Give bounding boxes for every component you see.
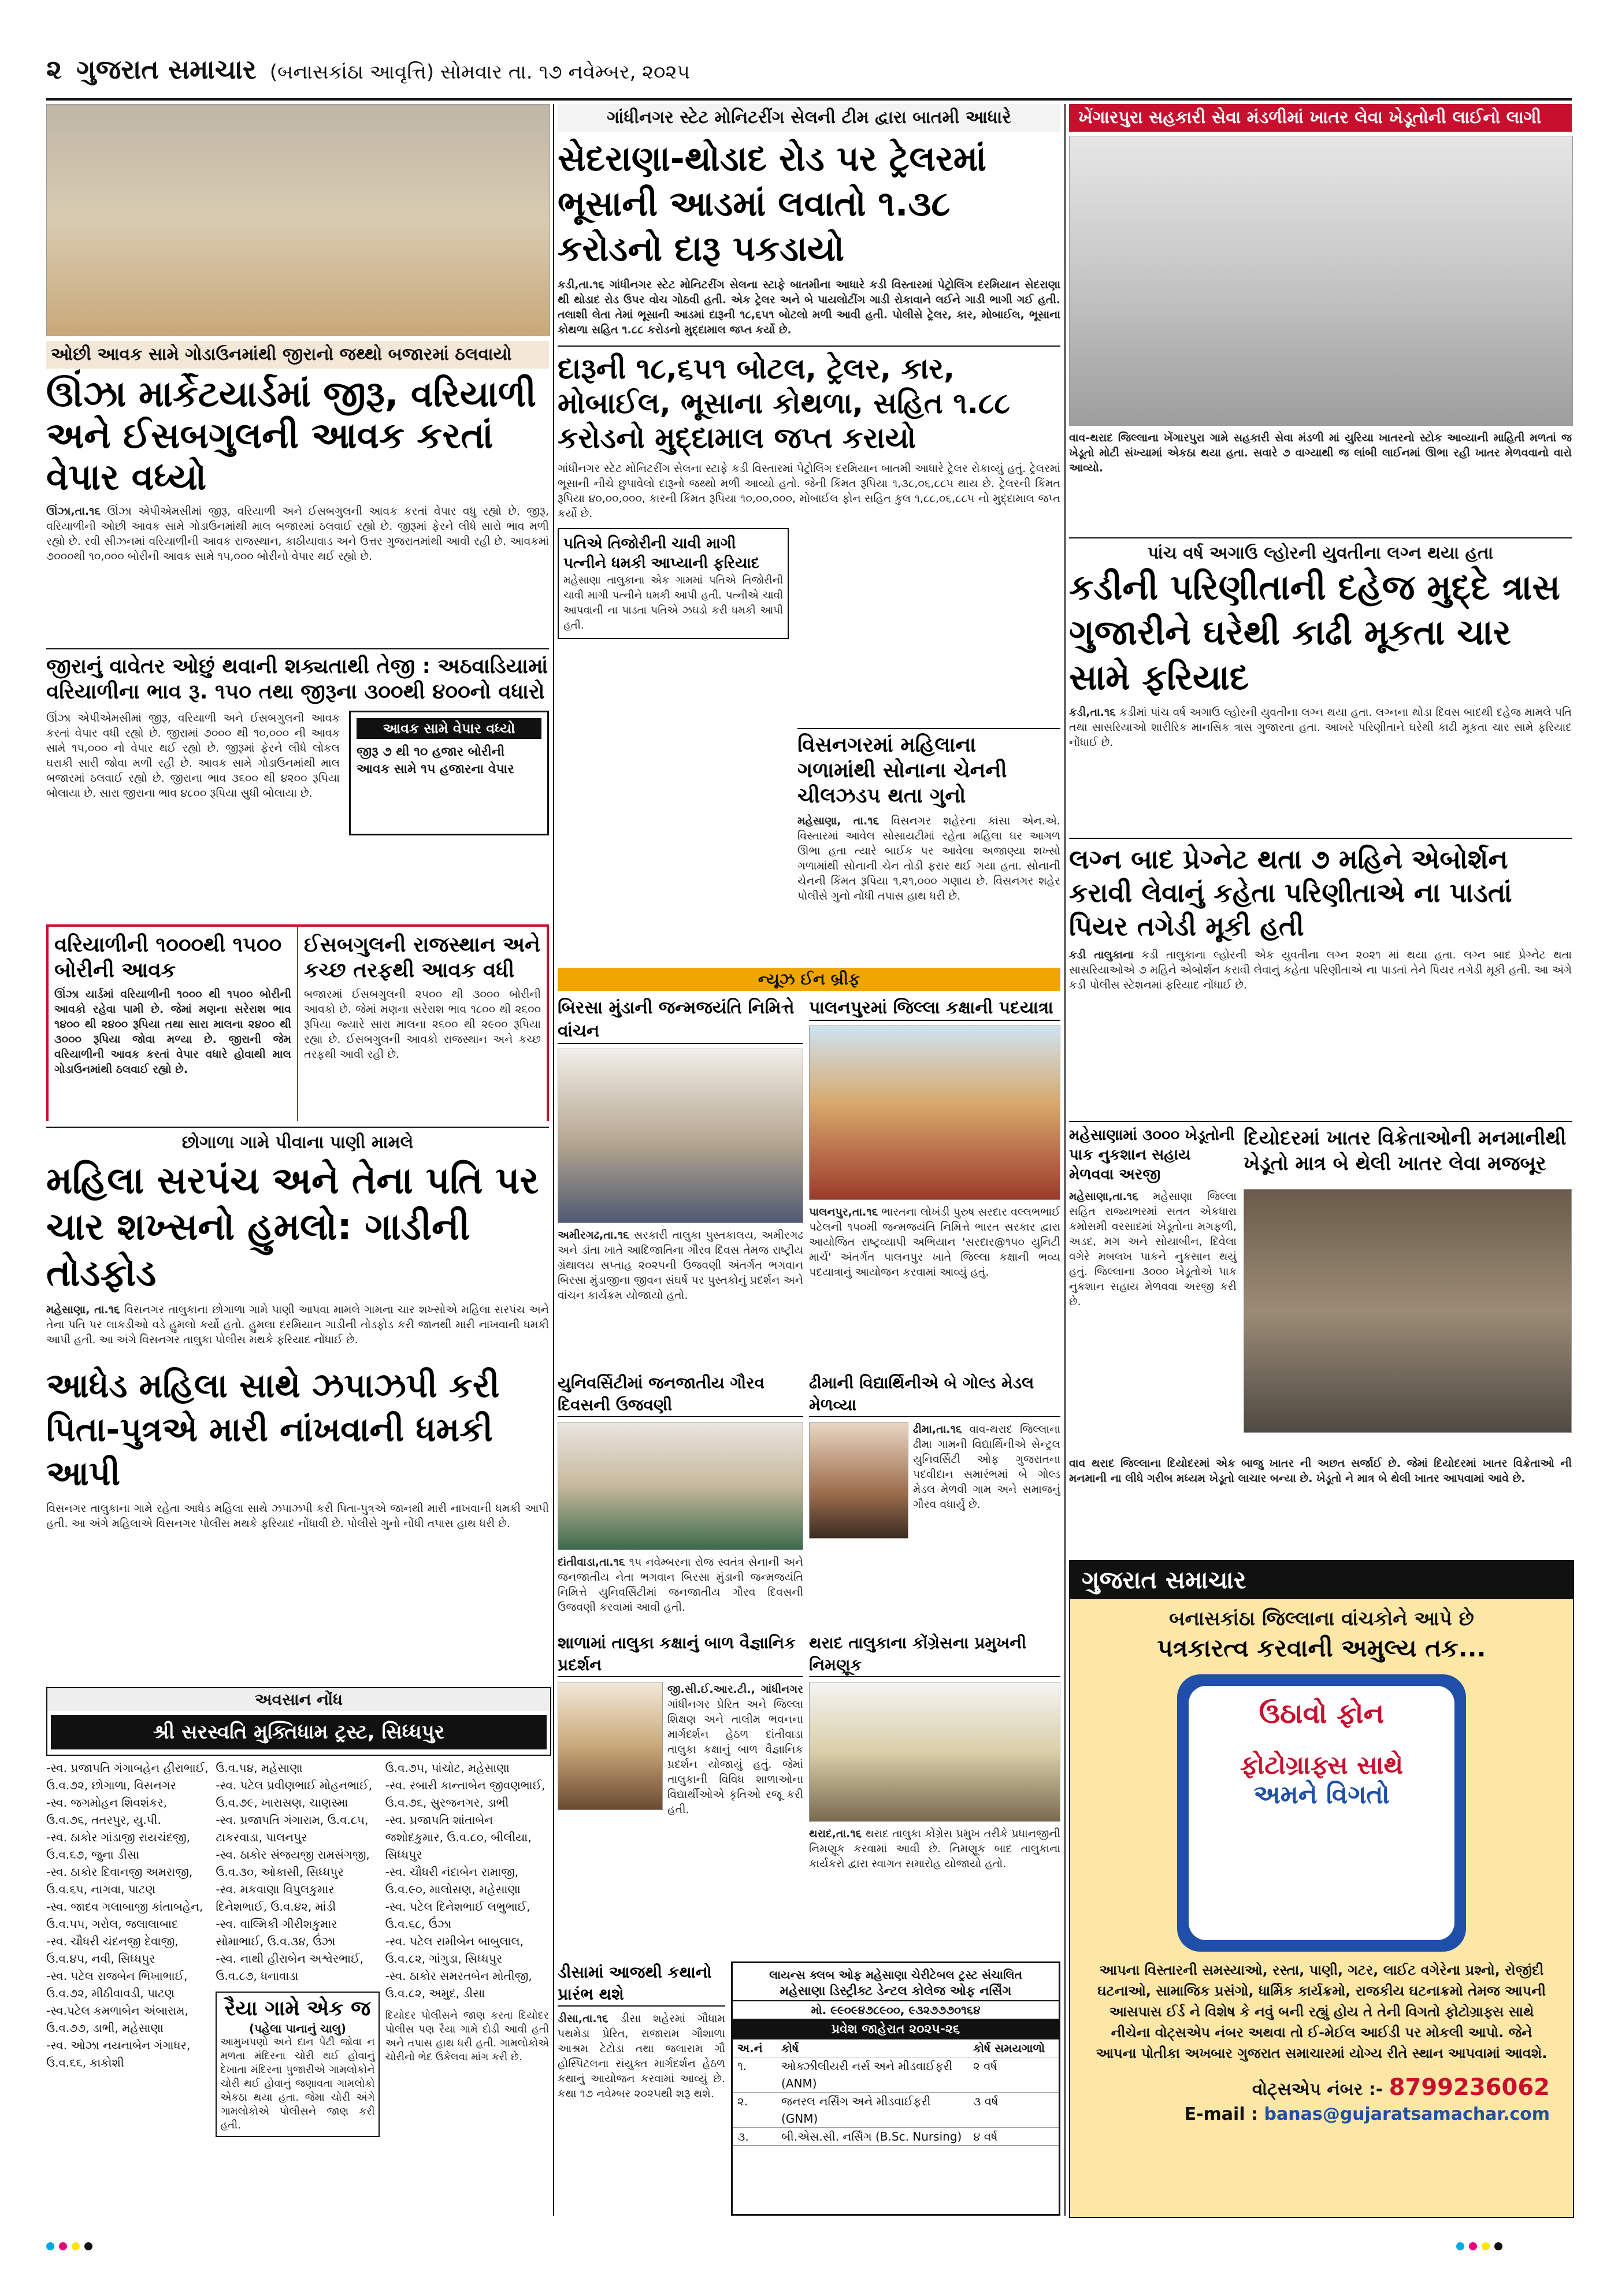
brief-birsa	[558, 997, 803, 1366]
ad-phone: મો. ૯૯૦૯૪૭૮૯૦૦, ૯૩૨૭૭૭૦૧૬૪	[733, 2000, 1059, 2020]
obit-entry: -સ્વ. ચૌધરી ચંદનજી દેવાજી, ઉ.વ.૪૫, નવી, સિધ્ધપુર	[46, 1934, 179, 1966]
title: બિરસા મુંડાની જન્મજયંતિ નિમિત્તે વાંચન	[558, 997, 803, 1044]
obit-col-3	[385, 1759, 549, 2137]
article-body	[558, 1555, 803, 1615]
photo-science-fair	[558, 1682, 663, 1810]
article-body	[913, 1422, 1060, 1539]
news-in-brief-bar: ન્યૂઝ ઈન બ્રીફ	[558, 968, 1060, 991]
photo-depot	[1069, 136, 1573, 426]
headline: દિયોદરમાં ખાતર વિક્રેતાઓની મનમાનીથી ખેડૂતો માત્ર બે થેલી ખાતર લેવા મજબૂર	[1244, 1127, 1567, 1175]
dateline: અમીરગઢ,તા.૧૬	[558, 1229, 629, 1242]
body-text: કડીમાં પાંચ વર્ષ અગાઉ લ્હોરની યુવતીના લગ્ન થયા હતા. લગ્નના થોડા દિવસ બાદથી દહેજ મામલે પતિ તથા સાસરિયાઓ શારીરિક માનસિક ત્રાસ ગુજારતા હતા. આખરે પરિણીતાને ઘરેથી કાઢી મૂકતા ચાર સામે ફરિયાદ નોંધાઈ છે.	[1069, 706, 1572, 749]
obit-entry: ઉ.વ.૭૫, પાંચોટ, મહેસાણા	[385, 1761, 510, 1775]
ad-nursing-college	[731, 1961, 1060, 2216]
ad-header2: મહેસાણા ડિસ્ટ્રીક્ટ ડેન્ટલ કોલેજ ઓફ નર્સિંગ	[780, 1984, 1012, 1998]
article-body	[46, 504, 549, 642]
title: યુનિવર્સિટીમાં જનજાતીય ગૌરવ દિવસની ઉજવણી	[558, 1372, 803, 1417]
brief-congress	[809, 1632, 1060, 1956]
box1-title: વરિયાળીની ૧૦૦૦થી ૧૫૦૦ બોરીની આવક	[54, 933, 282, 982]
headline: વિસનગરમાં મહિલાના ગળામાંથી સોનાના ચેનની ચીલઝડપ થતા ગુનો	[797, 728, 1060, 809]
table-row	[733, 2093, 1059, 2128]
sidebar	[558, 528, 789, 639]
article-body	[558, 2011, 725, 2101]
cell: ૨ વર્ષ	[968, 2057, 1059, 2093]
column-rule	[1064, 104, 1066, 2216]
yellow-dot	[72, 2242, 80, 2250]
article-body	[558, 1228, 803, 1303]
khangarpura-bar: ખેંગારપુરા સહકારી સેવા મંડળીમાં ખાતર લેવા ખેડૂતોની લાઈનો લાગી	[1069, 104, 1572, 132]
obit-entry: -સ્વ. પ્રજાપતિ ગંગાબહેન હીરાભાઈ, ઉ.વ.૭૨, છોગાળા, વિસનગર	[46, 1761, 209, 1792]
photo-library	[558, 1049, 803, 1223]
dateline: કડી,તા.૧૬	[1069, 706, 1116, 719]
kicker: ઓછી આવક સામે ગોડાઉનમાંથી જીરાનો જથ્થો બજારમાં ઠલવાયો	[46, 341, 549, 369]
magenta-dot	[59, 2242, 67, 2250]
box1-body: ઊંઝા યાર્ડમાં વરિયાળીની ૧૦૦૦ થી ૧૫૦૦ બોરીની આવકો રહેવા પામી છે. જેમાં મણના સરેરાશ ભાવ ૧૪૦૦ થી ૨૪૦૦ રૂપિયા તથા સારા માલના ૨૪૦૦ થી ૩૦૦૦ રૂપિયા જોવા મળ્યા છે. જીરાની જેમ વરિયાળીની આવક કરતાં વેપાર વધારે હોવાથી માલ ગોડાઉનમાંથી ઠલવાઈ રહ્યો છે.	[54, 988, 291, 1076]
email-row	[1093, 2104, 1550, 2124]
highlight-body: જીરૂ ૭ થી ૧૦ હજાર બોરીની આવક સામે ૧૫ હજારના વેપાર	[357, 745, 514, 777]
cell: ૧.	[733, 2057, 777, 2093]
article-body	[1069, 1189, 1237, 1433]
headline: સેદરાણા-થોડાદ રોડ પર ટ્રેલરમાં ભૂસાની આડમાં લવાતો ૧.૩૮ કરોડનો દારૂ પકડાયો	[558, 139, 986, 269]
title: થરાદ તાલુકાના કોંગ્રેસના પ્રમુખની નિમણૂક	[809, 1632, 1060, 1677]
obit-entry: -સ્વ. પ્રજાપતિ શાંતાબેન જશોદકુમાર, ઉ.વ.૮૦, બીલીયા, સિધ્ધપુર	[385, 1813, 532, 1862]
obit-entry: -સ્વ. પટેલ પ્રવીણભાઈ મોહનભાઈ, ઉ.વ.૭૯, ખારાસણ, ચાણસ્મા	[216, 1778, 372, 1810]
body-text: મહેસાણા જિલ્લા સહિત રાજ્યભરમાં સતત એકધારા કમોસમી વરસાદમાં ખેડૂતોના મગફળી, અડદ, મગ અને સોયાબીન, દિવેલા વગેરે મબલખ પાકને નુકસાન થયું હતું. જિલ્લાના ૩૦૦૦ ખેડૂતોએ પાક નુકશાન સહાય મેળવવા અરજી કરી છે.	[1069, 1190, 1237, 1308]
dateline: મહેસાણા, તા.૧૬	[797, 815, 879, 827]
whatsapp-label: વોટ્સએપ નંબર :-	[1252, 2079, 1383, 2100]
cell: ઓક્ઝીલીયરી નર્સ અને મીડવાઈફરી (ANM)	[777, 2057, 968, 2093]
khangarpura-caption: વાવ-થરાદ જિલ્લાના ખેંગારપુરા ગામે સહકારી સેવા મંડળી માં યુરિયા ખાતરનો સ્ટોક આવ્યાની માહિતી મળતાં જ ખેડૂતો મોટી સંખ્યામાં એકઠા થયા હતા. સવારે ૭ વાગ્યાથી જ લાંબી લાઈનમાં ઊભા રહી ખાતર મેળવવાનો વારો આવ્યો.	[1069, 432, 1572, 474]
obit-col-2	[216, 1759, 379, 2137]
box2-title: ઈસબગુલની રાજસ્થાન અને કચ્છ તરફથી આવક વધી	[304, 933, 540, 982]
masthead	[46, 46, 1572, 101]
isabgol-box	[298, 927, 547, 1121]
dateline: કડી તાલુકાના	[1069, 949, 1134, 961]
brand-logo: ગુજરાત સમાચાર	[76, 54, 257, 85]
headline: લગ્ન બાદ પ્રેગ્નેટ થતા ૭ મહિને એબોર્શન કરાવી લેવાનું કહેતા પરિણીતાએ ના પાડતાં પિયર તગેડી મૂકી હતી	[1069, 838, 1572, 943]
body-text: વિસનગર શહેરના કાંસા એન.એ. વિસ્તારમાં આવેલ સોસાયટીમાં રહેતા મહિલા ઘર આગળ ઊભા હતા ત્યારે બાઈક પર આવેલા અજાણ્યા શખ્સો ગળામાંથી સોનાની ચેન તોડી ફરાર થઈ ગયા હતા. સોનાની ચેનની કિંમત રૂપિયા ૧,૨૧,૦૦૦ ગણાય છે. વિસનગર શહેર પોલીસે ગુનો નોંધી તપાસ હાથ ધરી છે.	[797, 815, 1060, 902]
obituary-header	[46, 1687, 551, 1756]
obituary-bar: અવસાન નોંધ	[47, 1688, 550, 1711]
whatsapp-row	[1093, 2074, 1550, 2101]
brief-palanpur	[809, 997, 1060, 1366]
body-text: થરાદ તાલુકા કોંગ્રેસ પ્રમુખ તરીકે પ્રધાનજીની નિમણૂક કરવામાં આવી છે. નિમણૂક બાદ તાલુકાના કાર્યકરો દ્વારા સ્વાગત સમારોહ યોજાયો હતો.	[809, 1827, 1060, 1870]
obit-entry: -સ્વ. પટેલ રામીબેન બાબુલાલ, ઉ.વ.૮૨, ગાંગુડા, સિધ્ધપુર	[385, 1934, 524, 1966]
dateline: મહેસાણા,તા.૧૬	[1069, 1190, 1138, 1203]
headline: મહિલા સરપંચ અને તેના પતિ પર ચાર શખ્સનો હુમલો: ગાડીની તોડફોડ	[46, 1160, 539, 1295]
phone-screen	[1189, 1686, 1454, 1940]
ad-brand: ગુજરાત સમાચાર	[1070, 1561, 1573, 1599]
story-chain	[797, 728, 1060, 959]
col-no: અ.નં	[733, 2039, 777, 2057]
fennel-isabgol-box	[46, 924, 549, 1121]
cyan-dot	[46, 2242, 54, 2250]
story-fertilizer	[1069, 1121, 1572, 1450]
sidebar-title: પતિએ તિજોરીની ચાવી માગી પત્નીને ધમકી આપ્યાની ફરિયાદ	[563, 535, 760, 572]
page-number: ૨	[46, 54, 62, 85]
story-abortion	[1069, 838, 1572, 1115]
article-body	[809, 1826, 1060, 1871]
headline: કડીની પરિણીતાની દહેજ મુદ્દે ત્રાસ ગુજારીને ઘરેથી કાઢી મૂકતા ચાર સામે ફરિયાદ	[1069, 567, 1560, 698]
kicker: ગાંધીનગર સ્ટેટ મોનિટરીંગ સેલની ટીમ દ્વારા બાતમી આધારે	[558, 104, 1060, 132]
table-row	[733, 2057, 1059, 2093]
photo-rally	[809, 1026, 1060, 1200]
highlight-title: આવક સામે વેપાર વધ્યો	[357, 718, 541, 739]
photo-fertilizer-shop	[1244, 1189, 1572, 1433]
article-body	[1069, 705, 1572, 750]
cell: ૨.	[733, 2093, 777, 2128]
kicker: મહેસાણામાં ૩૦૦૦ ખેડૂતોની પાક નુકશાન સહાય મેળવવા અરજી	[1069, 1127, 1235, 1183]
cell: બી.એસ.સી. નર્સિંગ (B.Sc. Nursing)	[777, 2128, 968, 2146]
dateline: મહેસાણા, તા.૧૬	[46, 1303, 120, 1316]
brief-university	[558, 1372, 803, 1626]
trust-name: શ્રી સરસ્વતિ મુક્તિધામ ટ્રસ્ટ, સિધ્ધપુર	[51, 1715, 547, 1749]
obit-entry: ઉ.વ.૫૪, મહેસાણા	[216, 1761, 303, 1775]
fertilizer-caption: વાવ થરાદ જિલ્લાના દિયોદરમાં એક બાજુ ખાતર ની અછત સર્જાઈ છે. જેમાં દિયોદરમાં ખાતર વિક્રેતાઓ ની મનમાની ના લીધે ગરીબ મધ્યમ ખેડૂતો લાચાર બન્યા છે. ખેડૂતો ને માત્ર બે થેલી ખાતર આપવામાં આવે છે.	[1069, 1457, 1572, 1485]
black-dot	[1494, 2242, 1502, 2250]
edition-line: (બનાસકાંઠા આવૃત્તિ) સોમવાર તા. ૧૭ નવેમ્બર, ૨૦૨૫	[269, 61, 690, 84]
sidebar-body: મહેસાણા તાલુકાના એક ગામમાં પતિએ તિજોરીની ચાવી માગી પત્નીને ધમકી આપી હતી. પત્નીએ ચાવી આપવાની ના પાડતા પતિએ ઝઘડો કરી ધમકી આપી હતી.	[563, 574, 783, 631]
obit-entry: -સ્વ. પટેલ દિનેશભાઈ લભુભાઈ, ઉ.વ.૬૮, ઉંઝા	[385, 1900, 530, 1931]
obit-col-1	[46, 1759, 210, 2137]
phone-card-1: ઉઠાવો ફોન	[1259, 1697, 1385, 1730]
headline: ઊંઝા માર્કેટયાર્ડમાં જીરૂ, વરિયાળી અને ઈસબગુલની આવક કરતાં વેપાર વધ્યો	[46, 373, 536, 498]
body-text: ભારતના લોખંડી પુરુષ સરદાર વલ્લભભાઈ પટેલની ૧૫૦મી જન્મજયંતિ નિમિત્તે ભારત સરકાર દ્વારા આયોજિત રાષ્ટ્રવ્યાપી અભિયાન 'સરદાર@૧૫૦ યુનિટી માર્ચ' અંતર્ગત પાલનપુર ખાતે જિલ્લા કક્ષાની ભવ્ય પદયાત્રાનું આયોજન કરવામાં આવ્યું હતું.	[809, 1206, 1060, 1279]
ad-line2: પત્રકારત્વ કરવાની અમુલ્ય તક...	[1157, 1634, 1486, 1662]
obituary-list	[46, 1759, 549, 2216]
obit-entry: -સ્વ. પ્રજાપતિ ગંગારામ, ઉ.વ.૮૫, ટાકરવાડા, પાલનપુર	[216, 1813, 369, 1844]
phone-card-4: અમને વિગતો	[1253, 1780, 1390, 1810]
table-header	[733, 2039, 1059, 2057]
story-threat	[46, 1364, 549, 1681]
magenta-dot	[1469, 2242, 1477, 2250]
body-text: સરકારી તાલુકા પુસ્તકાલય, અમીરગઢ અને ડાંતા ખાતે આદિજાતિના ગૌરવ દિવસ તેમજ રાષ્ટ્રીય ગ્રંથાલય સપ્તાહ ૨૦૨૫ની ઉજવણી અંતર્ગત ભગવાન બિરસા મુંડાજીના જીવન સંઘર્ષ પર પુસ્તકોનું પ્રદર્શન અને વાંચન કાર્યક્રમ યોજાયો હતો.	[558, 1229, 803, 1302]
registration-marks	[1456, 2242, 1572, 2259]
email-address[interactable]: banas@gujaratsamachar.com	[1264, 2104, 1550, 2124]
obit-entry: -સ્વ. જગમોહન શિવશંકર, ઉ.વ.૭૬, તતરપુર, યુ.પી.	[46, 1796, 168, 1827]
brief-science	[558, 1632, 803, 1956]
body-text: કડી તાલુકાના લ્હોરની એક યુવતીના લગ્ન ૨૦૨૧ માં થયા હતા. લગ્ન બાદ પ્રેગ્નેટ થતા સાસરિયાઓએ ૭ મહિને એબોર્શન કરાવી લેવાનું કહેતા પરિણીતાએ ના પાડતાં તેને પિયર તગેડી મૂકી હતી. આ અંગે કડી પોલીસ સ્ટેશનમાં ફરિયાદ નોંધાઈ છે.	[1069, 949, 1572, 991]
obit-entry: -સ્વ. મકવાણા વિપુલકુમાર દિનેશભાઈ, ઉ.વ.૪૨, માંડી	[216, 1882, 336, 1914]
obit-entry: -સ્વ. ઠાકોર સમરતબેન મોતીજી, ઉ.વ.૮૨, અમુદ, ડીસા	[385, 1969, 532, 2000]
cyan-dot	[1456, 2242, 1464, 2250]
brief-dhima	[809, 1372, 1060, 1626]
story-kadi	[1069, 537, 1572, 832]
obit-entry: -સ્વ. ઓઝા નયનાબેન ગંગાધર, ઉ.વ.૬૬, કાકોશી	[46, 2038, 191, 2070]
ad-desc: આપના વિસ્તારની સમસ્યાઓ, રસ્તા, પાણી, ગટર, લાઈટ વગેરેના પ્રશ્નો, રોજીંદી ઘટનાઓ, સામાજિક પ્રસંગો, ધાર્મિક કાર્યક્રમો, રાજકીય ઘટનાક્રમો તેમજ આપની આસપાસ ઈર્ડ ને વિશેષ કે નવું બની રહ્યું હોય તે તેની વિગતો ફોટોગ્રાફ્સ સાથે નીચેના વોટ્સએપ નંબર અથવા તો ઈ-મેઈલ આઈડી પર મોકલી આપો. જેને આપના પોતીકા અખબાર ગુજરાત સમાચારમાં યોગ્ય રીતે સ્થાન આપવામાં આવશે.	[1096, 1962, 1548, 2061]
black-dot	[84, 2242, 92, 2250]
obit-entry: -સ્વ. ઠાકોર દિવાનજી અમરાજી, ઉ.વ.૬૫, નાગવા, પાટણ	[46, 1865, 193, 1896]
cell: ૪ વર્ષ	[968, 2128, 1059, 2146]
obit-entry: -સ્વ. પટેલ રાજબેન ભિખાભાઈ, ઉ.વ.૭૨, મીઠીવાવડી, પાટણ	[46, 1969, 188, 2000]
box2-body: બજારમાં ઈસબગુલની ૨૫૦૦ થી ૩૦૦૦ બોરીની આવકો છે. જેમાં મણના સરેરાશ ભાવ ૧૮૦૦ થી ૨૬૦૦ રૂપિયા જ્યારે સારા માલના ૨૬૦૦ થી ૨૯૦૦ રૂપિયા રહ્યા છે. ઈસબગુલની આવકો રાજસ્થાન અને કચ્છ તરફથી આવી રહી છે.	[304, 988, 541, 1061]
phone-graphic	[1177, 1674, 1466, 1952]
body-text: વિસનગર તાલુકાના છોગાળા ગામે પાણી આપવા મામલે ગામના ચાર શખ્સોએ મહિલા સરપંચ અને તેના પતિ પર લાકડીઓ વડે હુમલો કર્યો હતો. હુમલા દરમિયાન ગાડીની તોડફોડ કરી જાનથી મારી નાખવાની ધમકી આપી હતી. આ અંગે વિસનગર તાલુકા પોલીસ મથકે ફરિયાદ નોંધાઈ છે.	[46, 1303, 549, 1346]
body-text: વાવ-થરાદ જિલ્લાના ઢીમા ગામની વિદ્યાર્થિનીએ સેન્ટ્રલ યુનિવર્સિટી ઓફ ગુજરાતના પદવીદાન સમારંભમાં બે ગોલ્ડ મેડલ મેળવી ગામ અને સમાજનું ગૌરવ વધાર્યું છે.	[913, 1423, 1060, 1511]
dateline: જી.સી.ઈ.આર.ટી., ગાંધીનગર	[667, 1683, 803, 1696]
col-course: કોર્ષ	[777, 2039, 968, 2057]
raiya-subtitle: (પહેલા પાનાનું ચાલુ)	[248, 2022, 346, 2035]
photo-student	[809, 1422, 908, 1539]
col-duration: કોર્ષ સમયગાળો	[968, 2039, 1059, 2057]
yellow-dot	[1482, 2242, 1490, 2250]
ad-header1: લાયન્સ ક્લબ ઓફ મહેસાણા ચેરીટેબલ ટ્રસ્ટ સંચાલિત	[769, 1968, 1022, 1982]
body-text: ગાંધીનગર પ્રેરિત અને જિલ્લા શિક્ષણ અને તાલીમ ભવનના માર્ગદર્શન હેઠળ દાંતીવાડા તાલુકા કક્ષાનું બાળ વૈજ્ઞાનિક પ્રદર્શન યોજાયું હતું. જેમાં તાલુકાની વિવિધ શાળાઓના વિદ્યાર્થીઓએ કૃતિઓ રજૂ કરી હતી.	[667, 1698, 803, 1816]
headline: આધેડ મહિલા સાથે ઝપાઝપી કરી પિતા-પુત્રએ મારી નાંખવાની ધમકી આપી	[46, 1366, 500, 1493]
highlight-box	[349, 711, 549, 835]
body2: ઊંઝા એપીએમસીમાં જીરૂ, વરિયાળી અને ઈસબગુલની આવક કરતાં વેપાર વધી રહ્યો છે. જીરામાં ૭૦૦૦ થી ૧૦,૦૦૦ ની આવક સામે ૧૫,૦૦૦ નો વેપાર થઈ રહ્યો છે. જીરૂમાં ફેરને લીધે લોકલ ઘરાકી સારી જોવા મળી રહી છે. આવક સામે ગોડાઉનમાંથી માલ બજારમાં ઠલવાઈ રહ્યો છે. જીરાના ભાવ ૩૬૦૦ થી ૪૨૦૦ રૂપિયા બોલાયા છે. સારા જીરાના ભાવ ૪૮૦૦ રૂપિયા સુધી બોલાયા છે.	[46, 712, 340, 800]
dateline: ઢીમા,તા.૧૬	[913, 1423, 962, 1436]
obit-entry: -સ્વ. ઠાકોર ગાંડાજી રાયચંદજી, ઉ.વ.૬૭, જુના ડીસા	[46, 1830, 190, 1862]
cell: ૩.	[733, 2128, 777, 2146]
subhead: દારૂની ૧૮,૬૫૧ બોટલ, ટ્રેલર, કાર, મોબાઈલ, ભૂસાના કોથળા, સહિત ૧.૮૮ કરોડનો મુદ્દામાલ જપ્ત કરાયો	[558, 345, 1060, 455]
dateline: ડીસા,તા.૧૬	[558, 2012, 608, 2025]
dateline: ઊંઝા,તા.૧૬	[46, 505, 101, 518]
obit-entry: -સ્વ. ઠાકોર સંજયજી રામસંગજી, ઉ.વ.૩૦, ઓકાસી, સિધ્ધપુર	[216, 1848, 370, 1879]
raiya-title: રૈયા ગામે એક જ	[224, 1997, 371, 2020]
title: ઢીમાની વિદ્યાર્થિનીએ બે ગોલ્ડ મેડલ મેળવ્યા	[809, 1372, 1060, 1417]
ad-line1: બનાસકાંઠા જિલ્લાના વાંચકોને આપે છે	[1169, 1607, 1474, 1630]
story-raiya	[216, 1992, 379, 2137]
subhead: જીરાનું વાવેતર ઓછું થવાની શક્યતાથી તેજી : અઠવાડિયામાં વરિયાળીના ભાવ રૂ. ૧૫૦ તથા જીરૂના ૩૦૦થી ૪૦૦નો વધારો	[46, 648, 549, 705]
article-body	[797, 813, 1060, 904]
photo-university	[558, 1422, 803, 1550]
article-body	[46, 1302, 549, 1347]
diyodar-note: દિયોદર પોલીસને જાણ કરતા દિયોદર પોલીસ પણ રૈયા ગામે દોડી આવી હતી અને તપાસ હાથ ધરી હતી. ગામલોકોએ ચોરીનો ભેદ ઉકેલવા માંગ કરી છે.	[385, 2009, 549, 2063]
column-rule	[553, 104, 554, 2216]
title: શાળામાં તાલુકા કક્ષાનું બાળ વૈજ્ઞાનિક પ્રદર્શન	[558, 1632, 803, 1677]
whatsapp-number[interactable]: 8799236062	[1389, 2074, 1550, 2101]
body-text: ૧૫ નવેમ્બરના રોજ સ્વતંત્ર સેનાની અને જનજાતીય નેતા ભગવાન બિરસા મુંડાની જન્મજયંતિ નિમિત્તે યુનિવર્સિટીમાં જનજાતીય ગૌરવ દિવસની ઉજવણી કરવામાં આવી હતી.	[558, 1556, 803, 1614]
dateline: કડી,તા.૧૬	[558, 278, 604, 291]
ad-admission: પ્રવેશ જાહેરાત ૨૦૨૫-૨૬	[733, 2020, 1059, 2039]
cell: ૩ વર્ષ	[968, 2093, 1059, 2128]
article-body	[558, 277, 1060, 337]
body-text: ઊંઝા એપીએમસીમાં જીરૂ, વરિયાળી અને ઈસબગુલની આવક કરતાં વેપાર વધુ રહ્યો છે. જીરૂ, વરિયાળીની ઓછી આવક સામે ગોડાઉનમાંથી માલ બજારમાં ઠલવાઈ રહ્યો છે. જીરૂમાં ફેરને લીધે સારો ભાવ મળી રહ્યો છે. રવી સીઝનમાં વરિયાળીની આવક રાજસ્થાન, કાઠીયાવાડ અને ઉત્તર ગુજરાતમાંથી આવી રહી છે. આવકમાં ૭૦૦૦થી ૧૦,૦૦૦ બોરીની આવક સામે ૧૫,૦૦૦ બોરીનો વેપાર થઈ રહ્યો છે.	[46, 505, 549, 563]
obit-entry: -સ્વ. વાલ્મિકી ગીરીશકુમાર સોમાભાઈ, ઉ.વ.૩૪, ઉંઝા	[216, 1917, 337, 1948]
title: ડીસામાં આજથી કથાનો પ્રારંભ થશે	[558, 1961, 725, 2007]
phone-card-3: ફોટોગ્રાફ્સ સાથે	[1240, 1751, 1404, 1780]
article-body	[667, 1682, 803, 1817]
table-row	[733, 2128, 1059, 2146]
obit-entry: -સ્વ. ચૌધરી નંદાબેન રામાજી, ઉ.વ.૯૦, માલોસણ, મહેસાણા	[385, 1865, 521, 1896]
dateline: પાલનપુર,તા.૧૬	[809, 1206, 878, 1218]
phone-card-5: મોકલી આપો...	[1241, 1810, 1402, 1839]
article-body	[809, 1205, 1060, 1280]
obit-entry: -સ્વ.પટેલ કમળાબેન અંબારામ, ઉ.વ.૭૭, ડાભી, મહેસાણા	[46, 2004, 188, 2035]
cell: જનરલ નર્સિંગ અને મીડવાઈફરી (GNM)	[777, 2093, 968, 2128]
kicker: પાંચ વર્ષ અગાઉ લ્હોરની યુવતીના લગ્ન થયા હતા	[1069, 537, 1572, 565]
photo-warehouse	[46, 104, 550, 336]
obit-entry: -સ્વ. નાથી હીરાબેન અશ્વેરભાઈ, ઉ.વ.૮૭, ધનાવાડા	[216, 1952, 363, 1983]
fennel-box	[49, 927, 298, 1121]
phone-card-2: અને	[1306, 1730, 1337, 1751]
registration-marks	[46, 2242, 277, 2259]
raiya-body: આમુખપણો અને દાન પેટી જોવા ન મળતા મંદિરના ચોરી થઈ હોવાનું દેખાતા મંદિરના પુજારીએ ગામલોકોને ચોરી થઈ હોવાનું જણાવતા ગામલોકો એકઠા થયા હતા. જેમા ચોરી અંગે ગામલોકોએ પોલીસને જાણ કરી હતી.	[220, 2036, 375, 2131]
article-body	[1069, 948, 1572, 993]
kicker: છોગાળા ગામે પીવાના પાણી મામલે	[46, 1127, 549, 1154]
body-text: ડીસા શહેરમાં ગૌધામ પથમેડા પ્રેરિત, રાજારામ ગૌશાળા આશ્રમ ટેટોડા તથા જલારામ ગૌ હોસ્પિટલના સંયુક્ત માર્ગદર્શન હેઠળ કથાનું આયોજન કરવામાં આવ્યું છે. કથા ૧૭ નવેમ્બર ૨૦૨૫થી શરૂ થશે.	[558, 2012, 725, 2100]
obit-entry: -સ્વ. જાદવ ગલાબાજી કાંતાબહેન, ઉ.વ.૫૫, ગરોલ, જલાલાબાદ	[46, 1900, 203, 1931]
body2: ગાંધીનગર સ્ટેટ મોનિટરીંગ સેલના સ્ટાફે કડી વિસ્તારમાં પેટ્રોલિંગ દરમિયાન બાતમી આધારે ટ્રેલર રોકાવ્યું હતું. ટ્રેલરમાં ભૂસાની નીચે છુપાવેલો દારૂનો જથ્થો મળી આવ્યો હતો. જેની કિંમત રૂપિયા ૧,૩૮,૦૬,૮૮૫ થાય છે. ટ્રેલરની કિંમત રૂપિયા ૪૦,૦૦,૦૦૦, કારની કિંમત રૂપિયા ૧૦,૦૦,૦૦૦, મોબાઈલ ફોન સહિત કુલ ૧,૮૮,૦૬,૮૮૫ નો મુદ્દામાલ જપ્ત કર્યો છે.	[558, 462, 1060, 520]
brief-katha	[558, 1961, 725, 2216]
obit-entry: -સ્વ. રબારી કાન્તાબેન જીવણભાઈ, ઉ.વ.૭૬, સુરજનગર, ડાભી	[385, 1778, 545, 1810]
ad-gujarat-samachar	[1069, 1560, 1574, 2218]
email-label: E-mail :	[1184, 2104, 1259, 2124]
photo-congress	[809, 1682, 1060, 1822]
story-unjha	[46, 341, 549, 1121]
body-text: વિસનગર તાલુકાના ગામે રહેતા આધેડ મહિલા સાથે ઝપાઝપી કરી પિતા-પુત્રએ જાનથી મારી નાખવાની ધમકી આપી હતી. આ અંગે મહિલાએ વિસનગર પોલીસ મથકે ફરિયાદ નોંધાવી છે. પોલીસે ગુનો નોંધી તપાસ હાથ ધરી છે.	[46, 1502, 549, 1530]
body-text: ગાંધીનગર સ્ટેટ મોનિટરીંગ સેલના સ્ટાફે બાતમીના આધારે કડી વિસ્તારમાં પેટ્રોલિંગ દરમિયાન સેદરાણા થી થોડાદ રોડ ઉપર વોચ ગોઠવી હતી. એક ટ્રેલર અને બે પાયલોટીંગ ગાડી રોકાવાને લઈને ગાડી ભાગી ગઈ હતી. તલાશી લેતા તેમાં ભૂસાની આડમાં દારૂની ૧૮,૬૫૧ બોટલો મળી આવી હતી. પોલીસે ટ્રેલર, કાર, મોબાઈલ, ભૂસાના કોથળા સહિત ૧.૮૮ કરોડનો મુદ્દામાલ જપ્ત કર્યો છે.	[558, 278, 1060, 336]
title: પાલનપુરમાં જિલ્લા કક્ષાની પદયાત્રા	[809, 997, 1060, 1021]
dateline: થરાદ,તા.૧૬	[809, 1827, 862, 1840]
dateline: દાંતીવાડા,તા.૧૬	[558, 1556, 625, 1569]
